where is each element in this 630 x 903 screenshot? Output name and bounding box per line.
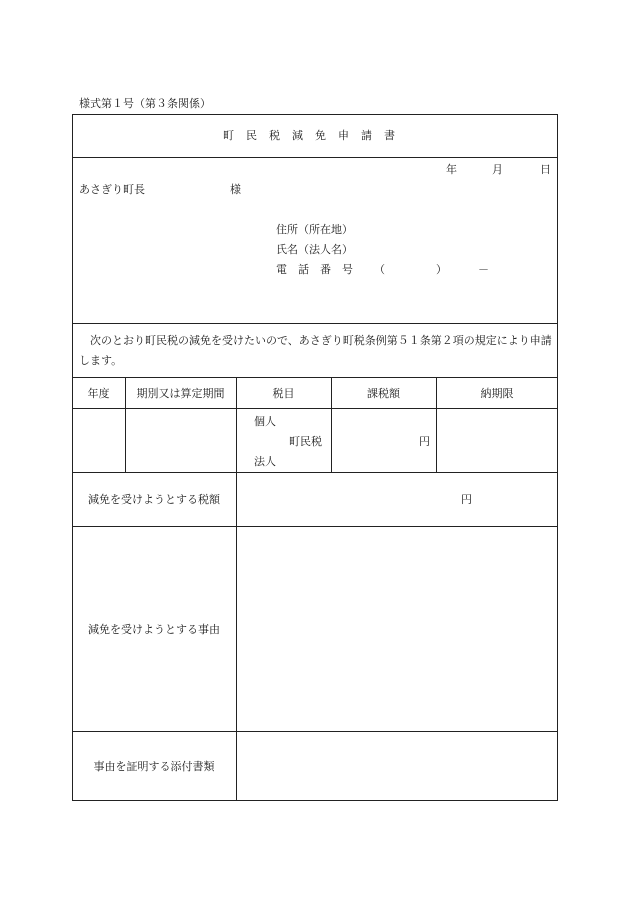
tax-item-individual: 個人 bbox=[254, 415, 276, 428]
divider-title bbox=[72, 157, 558, 158]
address-label: 住所（所在地） bbox=[276, 223, 353, 236]
header-due-date: 納期限 bbox=[480, 387, 514, 400]
reduction-reason-label: 減免を受けようとする事由 bbox=[88, 623, 220, 636]
application-form-frame bbox=[72, 114, 558, 801]
header-tax-amount: 課税額 bbox=[367, 387, 400, 400]
form-title: 町民税減免申請書 bbox=[223, 129, 407, 142]
addressee-name: あさぎり町長 bbox=[79, 183, 145, 196]
phone-label: 電 話 番 号 bbox=[276, 263, 353, 276]
divider-reduction-amount bbox=[72, 526, 558, 527]
divider-reduction-reason bbox=[72, 731, 558, 732]
phone-paren-open: （ bbox=[374, 263, 385, 276]
name-label: 氏名（法人名） bbox=[276, 243, 353, 256]
header-period: 期別又は算定期間 bbox=[136, 387, 225, 400]
divider-table-row bbox=[72, 472, 558, 473]
date-day: 日 bbox=[540, 163, 551, 176]
tax-item-name: 町民税 bbox=[289, 435, 322, 448]
divider-applicant bbox=[72, 323, 558, 324]
reduction-amount-unit: 円 bbox=[461, 493, 472, 506]
application-statement: 次のとおり町民税の減免を受けたいので、あさぎり町税条例第５１条第２項の規定により申請します。 bbox=[79, 334, 552, 367]
phone-paren-close: ） bbox=[436, 263, 447, 276]
divider-table-header bbox=[72, 408, 558, 409]
col-divider-2 bbox=[236, 377, 237, 801]
divider-body bbox=[72, 377, 558, 378]
supporting-docs-label: 事由を証明する添付書類 bbox=[93, 760, 215, 773]
header-tax-item: 税目 bbox=[272, 387, 295, 400]
date-year: 年 bbox=[446, 163, 457, 176]
date-month: 月 bbox=[492, 163, 503, 176]
header-fiscal-year: 年度 bbox=[87, 387, 110, 400]
tax-amount-unit: 円 bbox=[419, 435, 430, 448]
tax-item-corporate: 法人 bbox=[254, 455, 276, 468]
phone-dash: － bbox=[478, 263, 489, 276]
addressee-suffix: 様 bbox=[230, 183, 241, 196]
reduction-amount-label: 減免を受けようとする税額 bbox=[88, 493, 220, 506]
form-reference: 様式第１号（第３条関係） bbox=[79, 97, 211, 110]
